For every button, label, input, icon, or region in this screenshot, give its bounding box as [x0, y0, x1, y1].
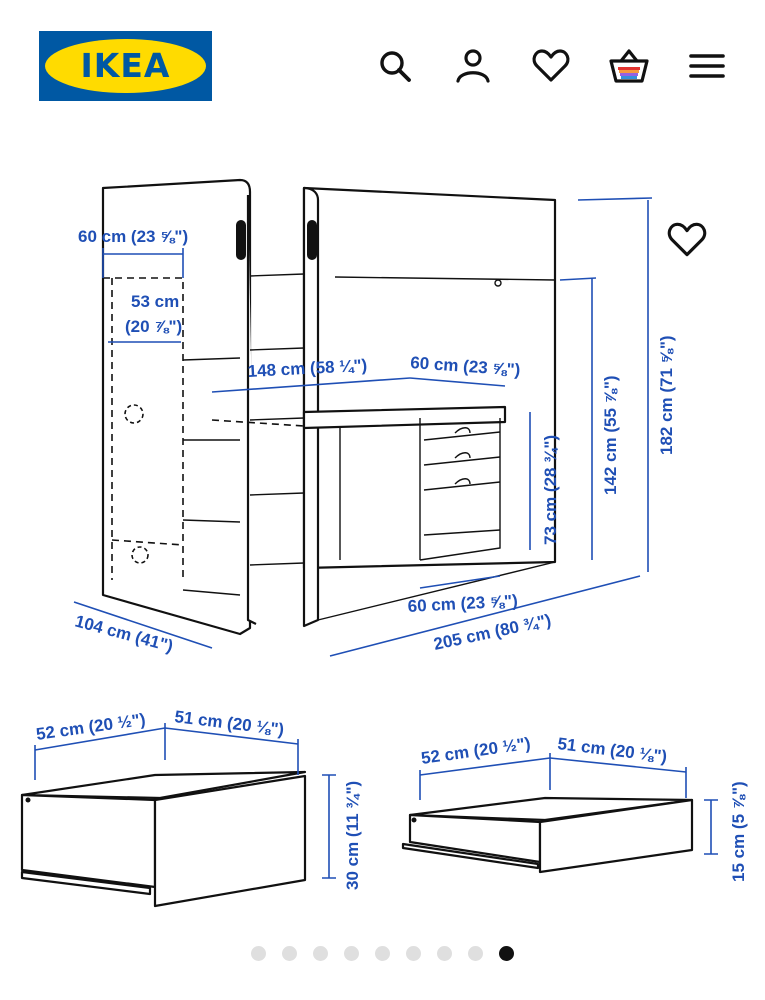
carousel-dot-active[interactable]: [499, 946, 514, 961]
carousel-indicator: [0, 946, 765, 968]
search-icon[interactable]: [374, 45, 416, 87]
small-drawer-drawing: [403, 798, 692, 872]
dim-underside-height: 142 cm (55 ⅞"): [601, 375, 620, 495]
dim-top-depth: 60 cm (23 ⅝"): [78, 227, 189, 246]
dim-total-height: 182 cm (71 ⅝"): [657, 335, 676, 455]
dim-desk-depth-top: 60 cm (23 ⅝"): [409, 353, 521, 380]
dim-large-drawer-height: 30 cm (11 ¾"): [343, 780, 362, 890]
dim-total-width: 104 cm (41"): [72, 611, 176, 656]
dimension-diagram: [0, 150, 765, 930]
heart-icon[interactable]: [665, 218, 709, 262]
logo-text: IKEA: [80, 46, 171, 85]
carousel-dot[interactable]: [437, 946, 452, 961]
dim-desk-height: 73 cm (28 ¾"): [541, 434, 560, 545]
dim-large-drawer-depth: 51 cm (20 ⅛"): [173, 707, 286, 740]
dim-small-drawer-width: 52 cm (20 ½"): [419, 733, 532, 768]
menu-icon[interactable]: [686, 45, 728, 87]
dim-bed-length: 148 cm (58 ¼"): [247, 355, 368, 381]
account-icon[interactable]: [452, 45, 494, 87]
carousel-dot[interactable]: [344, 946, 359, 961]
ikea-logo[interactable]: [39, 31, 212, 101]
carousel-dot[interactable]: [313, 946, 328, 961]
loft-bed-drawing: [103, 180, 555, 634]
favourites-icon[interactable]: [530, 45, 572, 87]
dim-wardrobe-width-2: (20 ⅞"): [125, 317, 183, 336]
carousel-dot[interactable]: [468, 946, 483, 961]
dim-small-drawer-height: 15 cm (5 ⅞"): [729, 781, 748, 882]
shopping-bag-icon[interactable]: [608, 45, 650, 87]
dim-large-drawer-width: 52 cm (20 ½"): [34, 709, 147, 744]
large-drawer-drawing: [22, 772, 305, 906]
carousel-dot[interactable]: [282, 946, 297, 961]
carousel-dot[interactable]: [251, 946, 266, 961]
dim-wardrobe-width-1: 53 cm: [131, 292, 180, 311]
site-header: [0, 0, 765, 120]
dim-desk-depth-bottom: 60 cm (23 ⅝"): [407, 591, 519, 616]
dim-total-length: 205 cm (80 ¾"): [431, 610, 553, 654]
dim-small-drawer-depth: 51 cm (20 ⅛"): [556, 734, 669, 767]
carousel-dot[interactable]: [406, 946, 421, 961]
carousel-dot[interactable]: [375, 946, 390, 961]
